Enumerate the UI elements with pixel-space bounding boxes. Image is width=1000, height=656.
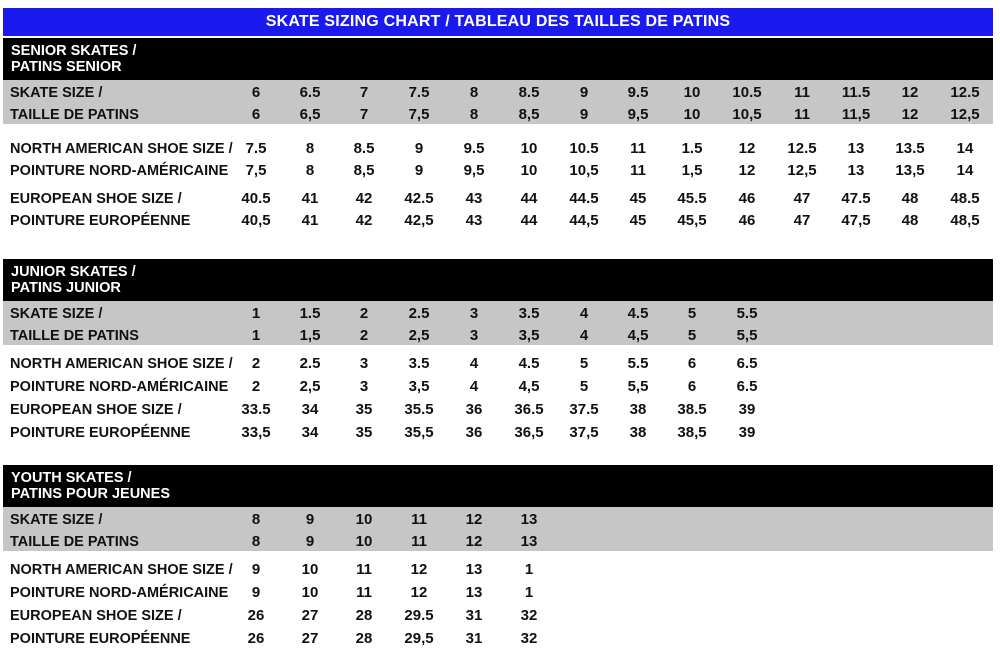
junior-size-cell: 2 xyxy=(251,355,261,372)
junior-size-cell: 2.5 xyxy=(299,355,321,372)
junior-size-cell: 5,5 xyxy=(627,378,649,395)
youth-row-label: NORTH AMERICAN SHOE SIZE / xyxy=(10,562,233,578)
senior-size-cell: 13,5 xyxy=(895,162,925,179)
junior-size-cell: 1,5 xyxy=(299,327,321,344)
junior-row-label: TAILLE DE PATINS xyxy=(10,328,139,344)
senior-size-cell: 46 xyxy=(738,190,756,207)
senior-size-cell: 8 xyxy=(305,140,315,157)
youth-size-cell: 9 xyxy=(305,533,315,550)
junior-size-cell: 34 xyxy=(301,424,319,441)
senior-size-cell: 47,5 xyxy=(841,212,871,229)
junior-size-cell: 35 xyxy=(355,424,373,441)
senior-size-cell: 11,5 xyxy=(841,106,871,123)
youth-size-cell: 28 xyxy=(355,630,373,647)
junior-size-cell: 37.5 xyxy=(569,401,599,418)
junior-size-cell: 35.5 xyxy=(404,401,434,418)
junior-size-cell: 39 xyxy=(738,401,756,418)
youth-size-cell: 13 xyxy=(465,561,483,578)
senior-size-cell: 48.5 xyxy=(950,190,980,207)
junior-size-cell: 5 xyxy=(579,355,589,372)
youth-size-cell: 12 xyxy=(465,533,483,550)
senior-size-cell: 12 xyxy=(901,106,919,123)
junior-row-label: POINTURE NORD-AMÉRICAINE xyxy=(10,379,229,395)
senior-size-cell: 11 xyxy=(630,140,646,157)
junior-size-cell: 2 xyxy=(359,327,369,344)
junior-size-cell: 5.5 xyxy=(736,305,758,322)
senior-size-cell: 40,5 xyxy=(241,212,271,229)
junior-header-line: JUNIOR SKATES / xyxy=(11,264,136,280)
senior-size-cell: 10 xyxy=(683,106,701,123)
youth-size-cell: 27 xyxy=(301,607,319,624)
youth-size-cell: 1 xyxy=(524,561,534,578)
senior-size-cell: 9 xyxy=(579,84,589,101)
senior-row-label: EUROPEAN SHOE SIZE / xyxy=(10,191,182,207)
senior-size-cell: 9 xyxy=(579,106,589,123)
senior-size-cell: 44.5 xyxy=(569,190,599,207)
senior-size-cell: 12,5 xyxy=(787,162,817,179)
junior-size-cell: 3.5 xyxy=(408,355,430,372)
senior-size-cell: 10,5 xyxy=(732,106,762,123)
junior-size-cell: 3 xyxy=(469,327,479,344)
junior-size-cell: 36 xyxy=(465,424,483,441)
junior-size-cell: 2,5 xyxy=(299,378,321,395)
senior-size-cell: 12.5 xyxy=(950,84,980,101)
junior-size-cell: 4 xyxy=(469,355,479,372)
youth-size-cell: 10 xyxy=(301,561,319,578)
senior-size-cell: 10.5 xyxy=(732,84,762,101)
senior-size-cell: 44 xyxy=(520,190,538,207)
senior-size-cell: 44 xyxy=(520,212,538,229)
senior-size-cell: 41 xyxy=(301,190,319,207)
junior-size-cell: 4 xyxy=(469,378,479,395)
junior-size-cell: 1 xyxy=(251,305,261,322)
junior-size-cell: 39 xyxy=(738,424,756,441)
junior-size-cell: 4.5 xyxy=(627,305,649,322)
youth-size-cell: 27 xyxy=(301,630,319,647)
junior-size-cell: 2.5 xyxy=(408,305,430,322)
youth-size-cell: 11 xyxy=(356,584,372,601)
youth-size-cell: 26 xyxy=(247,630,265,647)
senior-size-cell: 45 xyxy=(629,190,647,207)
junior-row-label: NORTH AMERICAN SHOE SIZE / xyxy=(10,356,233,372)
senior-size-cell: 45.5 xyxy=(677,190,707,207)
junior-size-cell: 36 xyxy=(465,401,483,418)
junior-size-cell: 6.5 xyxy=(736,355,758,372)
youth-header-line: YOUTH SKATES / xyxy=(11,470,132,486)
junior-size-cell: 4,5 xyxy=(518,378,540,395)
junior-size-cell: 3 xyxy=(469,305,479,322)
senior-row-label: SKATE SIZE / xyxy=(10,85,103,101)
youth-size-cell: 26 xyxy=(247,607,265,624)
senior-size-cell: 40.5 xyxy=(241,190,271,207)
youth-size-cell: 9 xyxy=(251,584,261,601)
senior-row-label: NORTH AMERICAN SHOE SIZE / xyxy=(10,141,233,157)
youth-size-cell: 32 xyxy=(520,607,538,624)
senior-size-cell: 42 xyxy=(355,190,373,207)
youth-size-cell: 11 xyxy=(411,533,427,550)
senior-size-cell: 45 xyxy=(629,212,647,229)
junior-size-cell: 6 xyxy=(687,355,697,372)
senior-size-cell: 6,5 xyxy=(299,106,321,123)
junior-size-cell: 38.5 xyxy=(677,401,707,418)
junior-row-label: POINTURE EUROPÉENNE xyxy=(10,425,191,441)
senior-size-cell: 10,5 xyxy=(569,162,599,179)
junior-header-line: PATINS JUNIOR xyxy=(11,280,121,296)
youth-size-cell: 10 xyxy=(301,584,319,601)
senior-size-cell: 9,5 xyxy=(463,162,485,179)
junior-size-cell: 33,5 xyxy=(241,424,271,441)
senior-size-cell: 12,5 xyxy=(950,106,980,123)
junior-section-header xyxy=(3,259,993,301)
junior-size-cell: 3 xyxy=(359,378,369,395)
senior-size-cell: 12 xyxy=(901,84,919,101)
senior-size-cell: 8 xyxy=(305,162,315,179)
senior-size-cell: 6.5 xyxy=(299,84,321,101)
senior-section-header xyxy=(3,38,993,80)
senior-header-line: PATINS SENIOR xyxy=(11,59,122,75)
junior-size-cell: 1.5 xyxy=(299,305,321,322)
senior-size-cell: 6 xyxy=(251,84,261,101)
youth-size-cell: 13 xyxy=(465,584,483,601)
senior-size-cell: 42.5 xyxy=(404,190,434,207)
senior-size-cell: 8 xyxy=(469,106,479,123)
youth-size-cell: 29.5 xyxy=(404,607,434,624)
senior-size-cell: 7.5 xyxy=(245,140,267,157)
senior-row-label: POINTURE EUROPÉENNE xyxy=(10,213,191,229)
senior-size-cell: 47.5 xyxy=(841,190,871,207)
senior-size-cell: 41 xyxy=(301,212,319,229)
senior-size-cell: 43 xyxy=(465,190,483,207)
youth-row-label: POINTURE EUROPÉENNE xyxy=(10,631,191,647)
senior-size-cell: 7,5 xyxy=(408,106,430,123)
senior-size-cell: 8,5 xyxy=(518,106,540,123)
senior-size-cell: 10.5 xyxy=(569,140,599,157)
junior-size-cell: 36,5 xyxy=(514,424,544,441)
senior-size-cell: 7 xyxy=(359,84,369,101)
senior-size-cell: 10 xyxy=(520,140,538,157)
youth-size-cell: 12 xyxy=(465,511,483,528)
youth-size-cell: 29,5 xyxy=(404,630,434,647)
senior-size-cell: 8.5 xyxy=(518,84,540,101)
youth-size-cell: 9 xyxy=(251,561,261,578)
senior-size-cell: 9 xyxy=(414,162,424,179)
junior-size-cell: 34 xyxy=(301,401,319,418)
junior-size-cell: 38 xyxy=(629,424,647,441)
youth-size-cell: 13 xyxy=(520,511,538,528)
senior-size-cell: 9.5 xyxy=(463,140,485,157)
youth-size-cell: 31 xyxy=(465,630,483,647)
senior-size-cell: 14 xyxy=(956,140,974,157)
senior-size-cell: 10 xyxy=(683,84,701,101)
senior-size-cell: 11.5 xyxy=(841,84,871,101)
senior-size-cell: 48 xyxy=(901,212,919,229)
junior-size-cell: 35 xyxy=(355,401,373,418)
junior-size-cell: 6 xyxy=(687,378,697,395)
senior-size-cell: 7.5 xyxy=(408,84,430,101)
youth-size-cell: 10 xyxy=(355,511,373,528)
senior-size-cell: 7,5 xyxy=(245,162,267,179)
junior-size-cell: 1 xyxy=(251,327,261,344)
senior-row-label: TAILLE DE PATINS xyxy=(10,107,139,123)
senior-header-line: SENIOR SKATES / xyxy=(11,43,137,59)
senior-size-cell: 8 xyxy=(469,84,479,101)
youth-size-cell: 12 xyxy=(410,561,428,578)
youth-size-cell: 8 xyxy=(251,533,261,550)
junior-size-cell: 6.5 xyxy=(736,378,758,395)
chart-title: SKATE SIZING CHART / TABLEAU DES TAILLES DE PATINS xyxy=(3,8,993,36)
junior-row-label: SKATE SIZE / xyxy=(10,306,103,322)
senior-size-cell: 11 xyxy=(794,84,810,101)
senior-size-cell: 14 xyxy=(956,162,974,179)
senior-row-label: POINTURE NORD-AMÉRICAINE xyxy=(10,163,229,179)
junior-size-cell: 5 xyxy=(687,305,697,322)
youth-size-cell: 10 xyxy=(355,533,373,550)
senior-size-cell: 9,5 xyxy=(627,106,649,123)
junior-size-cell: 33.5 xyxy=(241,401,271,418)
junior-size-cell: 2 xyxy=(359,305,369,322)
senior-size-cell: 13 xyxy=(847,140,865,157)
youth-size-cell: 28 xyxy=(355,607,373,624)
senior-size-cell: 45,5 xyxy=(677,212,707,229)
senior-size-cell: 11 xyxy=(630,162,646,179)
junior-size-cell: 5,5 xyxy=(736,327,758,344)
junior-size-cell: 3.5 xyxy=(518,305,540,322)
senior-size-cell: 47 xyxy=(793,212,811,229)
senior-size-cell: 42,5 xyxy=(404,212,434,229)
junior-size-cell: 4.5 xyxy=(518,355,540,372)
junior-size-cell: 5 xyxy=(579,378,589,395)
senior-size-cell: 48,5 xyxy=(950,212,980,229)
senior-size-cell: 6 xyxy=(251,106,261,123)
junior-size-cell: 5.5 xyxy=(627,355,649,372)
junior-size-cell: 38,5 xyxy=(677,424,707,441)
youth-section-header xyxy=(3,465,993,507)
junior-size-cell: 5 xyxy=(687,327,697,344)
senior-size-cell: 9.5 xyxy=(627,84,649,101)
junior-size-cell: 4,5 xyxy=(627,327,649,344)
junior-row-label: EUROPEAN SHOE SIZE / xyxy=(10,402,182,418)
senior-size-cell: 13 xyxy=(847,162,865,179)
senior-size-cell: 12 xyxy=(738,162,756,179)
junior-size-cell: 36.5 xyxy=(514,401,544,418)
senior-size-cell: 12 xyxy=(738,140,756,157)
junior-size-cell: 3,5 xyxy=(408,378,430,395)
senior-size-cell: 11 xyxy=(794,106,810,123)
junior-size-cell: 2 xyxy=(251,378,261,395)
senior-size-cell: 7 xyxy=(359,106,369,123)
senior-size-cell: 43 xyxy=(465,212,483,229)
senior-size-cell: 47 xyxy=(793,190,811,207)
senior-size-cell: 12.5 xyxy=(787,140,817,157)
youth-row-label: SKATE SIZE / xyxy=(10,512,103,528)
junior-size-cell: 35,5 xyxy=(404,424,434,441)
junior-size-cell: 2,5 xyxy=(408,327,430,344)
junior-size-cell: 3 xyxy=(359,355,369,372)
youth-header-line: PATINS POUR JEUNES xyxy=(11,486,170,502)
senior-size-cell: 1.5 xyxy=(681,140,703,157)
senior-size-cell: 48 xyxy=(901,190,919,207)
youth-size-cell: 9 xyxy=(305,511,315,528)
senior-size-cell: 42 xyxy=(355,212,373,229)
youth-row-label: POINTURE NORD-AMÉRICAINE xyxy=(10,585,229,601)
senior-size-cell: 1,5 xyxy=(681,162,703,179)
junior-size-cell: 37,5 xyxy=(569,424,599,441)
youth-size-cell: 13 xyxy=(520,533,538,550)
youth-row-label: TAILLE DE PATINS xyxy=(10,534,139,550)
youth-size-cell: 11 xyxy=(356,561,372,578)
youth-size-cell: 32 xyxy=(520,630,538,647)
senior-size-cell: 46 xyxy=(738,212,756,229)
youth-size-cell: 8 xyxy=(251,511,261,528)
senior-size-cell: 13.5 xyxy=(895,140,925,157)
youth-size-cell: 31 xyxy=(465,607,483,624)
youth-size-cell: 1 xyxy=(524,584,534,601)
senior-size-cell: 8.5 xyxy=(353,140,375,157)
junior-size-cell: 3,5 xyxy=(518,327,540,344)
junior-size-cell: 38 xyxy=(629,401,647,418)
youth-row-label: EUROPEAN SHOE SIZE / xyxy=(10,608,182,624)
senior-size-cell: 8,5 xyxy=(353,162,375,179)
youth-size-cell: 11 xyxy=(411,511,427,528)
senior-size-cell: 9 xyxy=(414,140,424,157)
senior-size-cell: 44,5 xyxy=(569,212,599,229)
youth-size-cell: 12 xyxy=(410,584,428,601)
senior-size-cell: 10 xyxy=(520,162,538,179)
junior-size-cell: 4 xyxy=(579,305,589,322)
junior-size-cell: 4 xyxy=(579,327,589,344)
